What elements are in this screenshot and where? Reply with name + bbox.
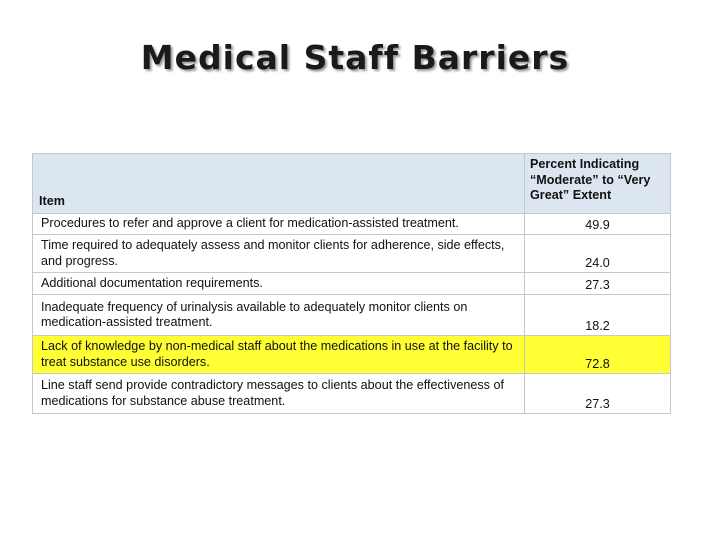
row-percent-value: 24.0 xyxy=(525,235,671,273)
row-percent-value: 18.2 xyxy=(525,295,671,336)
row-item-text: Lack of knowledge by non-medical staff about the medications in use at the facility to treat substance use disorders. xyxy=(33,336,525,374)
table-row xyxy=(33,235,671,273)
row-item-text: Inadequate frequency of urinalysis available to adequately monitor clients on medication-assisted treatment. xyxy=(33,295,525,336)
row-percent-value: 27.3 xyxy=(525,273,671,295)
table-row xyxy=(33,273,671,295)
row-percent-value: 72.8 xyxy=(525,336,671,374)
table-row-highlighted xyxy=(33,336,671,374)
header-item: Item xyxy=(33,154,525,214)
header-percent: Percent Indicating “Moderate” to “Very Great” Extent xyxy=(525,154,671,214)
barriers-table-container xyxy=(32,153,670,414)
row-percent-value: 27.3 xyxy=(525,374,671,414)
row-item-text: Additional documentation requirements. xyxy=(33,273,525,295)
table-row xyxy=(33,374,671,414)
table-header-row xyxy=(33,154,671,214)
row-item-text: Time required to adequately assess and monitor clients for adherence, side effects, and progress. xyxy=(33,235,525,273)
table-row xyxy=(33,295,671,336)
row-percent-value: 49.9 xyxy=(525,214,671,235)
table-row xyxy=(33,214,671,235)
slide-title: Medical Staff Barriers xyxy=(140,38,570,77)
barriers-table xyxy=(32,153,671,414)
row-item-text: Line staff send provide contradictory messages to clients about the effectiveness of medications for substance abuse treatment. xyxy=(33,374,525,414)
row-item-text: Procedures to refer and approve a client for medication-assisted treatment. xyxy=(33,214,525,235)
